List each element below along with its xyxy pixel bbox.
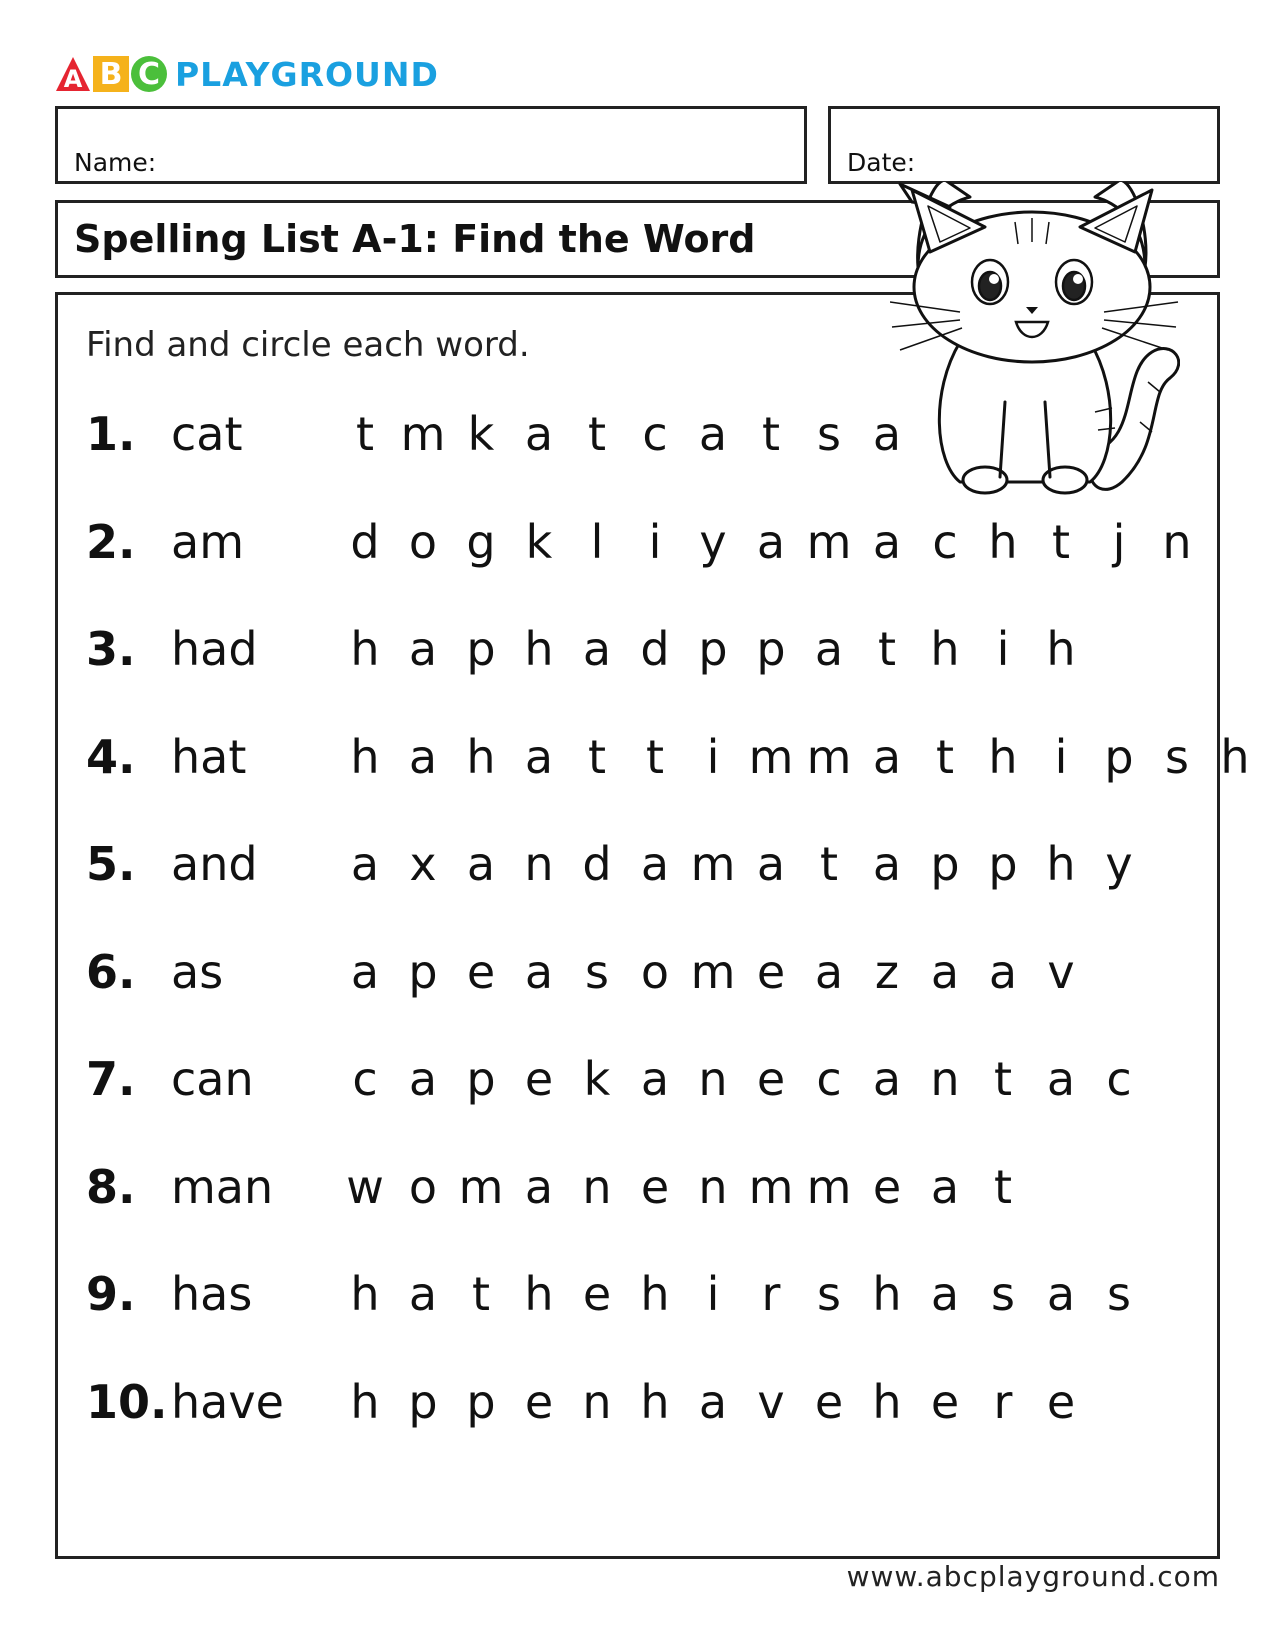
letter-cell[interactable]: t bbox=[761, 407, 781, 461]
letter-cell[interactable]: p bbox=[1104, 729, 1134, 784]
letter-cell[interactable]: e bbox=[814, 1374, 844, 1429]
letter-cell[interactable]: a bbox=[350, 837, 380, 891]
letter-cell[interactable]: y bbox=[1105, 837, 1133, 891]
word-row bbox=[58, 729, 1250, 790]
letter-cell[interactable]: p bbox=[466, 622, 496, 676]
letter-cell[interactable]: t bbox=[587, 729, 607, 784]
row-number: 1. bbox=[86, 407, 136, 461]
letter-cell[interactable]: k bbox=[467, 407, 495, 461]
letter-cell[interactable]: a bbox=[756, 837, 786, 891]
letter-cell[interactable]: c bbox=[642, 407, 668, 461]
letter-cell[interactable]: s bbox=[817, 407, 841, 461]
letter-cell[interactable]: a bbox=[872, 729, 902, 784]
letter-cell[interactable]: n bbox=[524, 837, 554, 891]
letter-cell[interactable]: h bbox=[930, 622, 960, 676]
letter-cell[interactable]: t bbox=[877, 622, 897, 676]
letter-cell[interactable]: k bbox=[525, 514, 553, 569]
target-word: as bbox=[171, 944, 224, 999]
date-field[interactable] bbox=[828, 106, 1220, 184]
target-word: and bbox=[171, 837, 258, 891]
letter-cell[interactable]: p bbox=[466, 1052, 496, 1106]
letter-cell[interactable]: a bbox=[814, 944, 844, 999]
letter-sequence bbox=[343, 1160, 1173, 1220]
letter-cell[interactable]: g bbox=[466, 514, 496, 569]
letter-cell[interactable]: h bbox=[524, 622, 554, 676]
letter-cell[interactable]: z bbox=[874, 944, 900, 999]
letter-cell[interactable]: n bbox=[1162, 514, 1192, 569]
letter-cell[interactable]: i bbox=[1054, 729, 1068, 784]
letter-cell[interactable]: a bbox=[350, 944, 380, 999]
letter-cell[interactable]: n bbox=[698, 1159, 728, 1214]
letter-cell[interactable]: m bbox=[806, 514, 852, 569]
letter-cell[interactable]: e bbox=[524, 1374, 554, 1429]
letter-cell[interactable]: i bbox=[996, 622, 1010, 676]
letter-cell[interactable]: h bbox=[988, 729, 1018, 784]
letter-cell[interactable]: h bbox=[350, 1374, 380, 1429]
letter-cell[interactable]: p bbox=[988, 837, 1018, 891]
letter-cell[interactable]: l bbox=[590, 514, 604, 569]
letter-cell[interactable]: e bbox=[756, 1052, 786, 1106]
letter-cell[interactable]: a bbox=[524, 944, 554, 999]
letter-cell[interactable]: p bbox=[930, 837, 960, 891]
letter-cell[interactable]: h bbox=[640, 1267, 670, 1321]
word-row bbox=[58, 622, 1223, 682]
letter-cell[interactable]: o bbox=[408, 514, 438, 569]
row-number: 7. bbox=[86, 1052, 136, 1106]
row-number: 3. bbox=[86, 622, 136, 676]
letter-cell[interactable]: t bbox=[471, 1267, 491, 1321]
letter-cell[interactable]: v bbox=[757, 1374, 785, 1429]
letter-cell[interactable]: h bbox=[988, 514, 1018, 569]
letter-cell[interactable]: e bbox=[524, 1052, 554, 1106]
letter-cell[interactable]: e bbox=[640, 1159, 670, 1214]
letter-cell[interactable]: c bbox=[816, 1052, 842, 1106]
letter-sequence bbox=[343, 729, 1250, 790]
letter-cell[interactable]: a bbox=[640, 1052, 670, 1106]
letter-cell[interactable]: s bbox=[1165, 729, 1189, 784]
letter-cell[interactable]: a bbox=[872, 407, 902, 461]
letter-cell[interactable]: a bbox=[814, 622, 844, 676]
word-row bbox=[58, 1160, 1223, 1220]
letter-cell[interactable]: d bbox=[350, 514, 380, 569]
letter-cell[interactable]: a bbox=[756, 514, 786, 569]
letter-cell[interactable]: i bbox=[706, 1267, 720, 1321]
logo-letter-b: B bbox=[93, 56, 129, 92]
letter-cell[interactable]: m bbox=[806, 729, 852, 784]
letter-cell[interactable]: m bbox=[806, 1159, 852, 1214]
target-word: had bbox=[171, 622, 258, 676]
footer-url[interactable]: www.abcplayground.com bbox=[846, 1560, 1220, 1593]
letter-cell[interactable]: d bbox=[582, 837, 612, 891]
letter-cell[interactable]: h bbox=[350, 1267, 380, 1321]
letter-sequence bbox=[343, 837, 1173, 897]
letter-cell[interactable]: o bbox=[408, 1159, 438, 1214]
letter-sequence bbox=[343, 622, 1173, 682]
letter-cell[interactable]: a bbox=[872, 837, 902, 891]
letter-cell[interactable]: a bbox=[582, 622, 612, 676]
letter-cell[interactable]: m bbox=[690, 944, 736, 999]
word-row bbox=[58, 837, 1223, 897]
letter-cell[interactable]: k bbox=[583, 1052, 611, 1106]
letter-cell[interactable]: t bbox=[645, 729, 665, 784]
word-row bbox=[58, 515, 1223, 575]
letter-cell[interactable]: n bbox=[582, 1159, 612, 1214]
letter-cell[interactable]: t bbox=[993, 1159, 1013, 1214]
letter-cell[interactable]: a bbox=[1046, 1052, 1076, 1106]
target-word: hat bbox=[171, 729, 247, 784]
letter-sequence bbox=[343, 1267, 1173, 1327]
letter-cell[interactable]: r bbox=[761, 1267, 781, 1321]
letter-cell[interactable]: e bbox=[756, 944, 786, 999]
letter-cell[interactable]: m bbox=[458, 1159, 504, 1214]
letter-sequence bbox=[343, 1375, 1173, 1435]
letter-cell[interactable]: v bbox=[1047, 944, 1075, 999]
letter-cell[interactable]: y bbox=[699, 514, 727, 569]
letter-cell[interactable]: c bbox=[352, 1052, 378, 1106]
letter-cell[interactable]: t bbox=[819, 837, 839, 891]
letter-cell[interactable]: a bbox=[408, 1052, 438, 1106]
letter-cell[interactable]: p bbox=[408, 944, 438, 999]
letter-cell[interactable]: e bbox=[466, 944, 496, 999]
logo-letter-c: C bbox=[131, 56, 167, 92]
letter-cell[interactable]: p bbox=[756, 622, 786, 676]
letter-cell[interactable]: w bbox=[346, 1159, 384, 1214]
letter-cell[interactable]: h bbox=[350, 622, 380, 676]
target-word: am bbox=[171, 514, 244, 569]
abc-playground-logo bbox=[55, 54, 439, 94]
row-number: 9. bbox=[86, 1267, 136, 1321]
letter-cell[interactable]: h bbox=[640, 1374, 670, 1429]
letter-cell[interactable]: a bbox=[930, 1267, 960, 1321]
letter-cell[interactable]: h bbox=[466, 729, 496, 784]
letter-cell[interactable]: i bbox=[648, 514, 662, 569]
letter-cell[interactable]: x bbox=[409, 837, 437, 891]
letter-cell[interactable]: h bbox=[524, 1267, 554, 1321]
letter-cell[interactable]: a bbox=[640, 837, 670, 891]
letter-sequence bbox=[343, 1052, 1173, 1112]
letter-cell[interactable]: t bbox=[355, 407, 375, 461]
letter-cell[interactable]: a bbox=[872, 514, 902, 569]
cat-illustration bbox=[890, 182, 1180, 522]
letter-cell[interactable]: a bbox=[466, 837, 496, 891]
letter-cell[interactable]: m bbox=[748, 729, 794, 784]
worksheet-title: Spelling List A-1: Find the Word bbox=[74, 217, 756, 261]
letter-cell[interactable]: h bbox=[1046, 622, 1076, 676]
letter-sequence bbox=[343, 945, 1173, 1005]
row-number: 6. bbox=[86, 944, 136, 999]
letter-cell[interactable]: s bbox=[991, 1267, 1015, 1321]
name-label: Name: bbox=[74, 148, 157, 177]
letter-cell[interactable]: t bbox=[1051, 514, 1071, 569]
letter-cell[interactable]: h bbox=[1220, 729, 1250, 784]
letter-cell[interactable]: a bbox=[698, 407, 728, 461]
letter-cell[interactable]: s bbox=[1107, 1267, 1131, 1321]
letter-cell[interactable]: s bbox=[817, 1267, 841, 1321]
logo-letter-a: A bbox=[55, 56, 91, 92]
letter-cell[interactable]: h bbox=[872, 1267, 902, 1321]
letter-cell[interactable]: a bbox=[408, 622, 438, 676]
letter-cell[interactable]: a bbox=[930, 944, 960, 999]
letter-cell[interactable]: c bbox=[932, 514, 958, 569]
letter-cell[interactable]: s bbox=[585, 944, 609, 999]
letter-sequence bbox=[343, 514, 1192, 575]
letter-cell[interactable]: a bbox=[930, 1159, 960, 1214]
letter-cell[interactable]: a bbox=[698, 1374, 728, 1429]
letter-cell[interactable]: h bbox=[872, 1374, 902, 1429]
letter-cell[interactable]: a bbox=[524, 407, 554, 461]
target-word: has bbox=[171, 1267, 253, 1321]
letter-cell[interactable]: a bbox=[872, 1052, 902, 1106]
target-word: can bbox=[171, 1052, 254, 1106]
letter-cell[interactable]: a bbox=[408, 729, 438, 784]
letter-cell[interactable]: e bbox=[930, 1374, 960, 1429]
letter-cell[interactable]: n bbox=[698, 1052, 728, 1106]
row-number: 2. bbox=[86, 514, 136, 569]
row-number: 10. bbox=[86, 1374, 168, 1429]
letter-cell[interactable]: a bbox=[408, 1267, 438, 1321]
letter-cell[interactable]: h bbox=[1046, 837, 1076, 891]
letter-cell[interactable]: m bbox=[690, 837, 736, 891]
target-word: cat bbox=[171, 407, 243, 461]
target-word: have bbox=[171, 1374, 284, 1429]
letter-cell[interactable]: m bbox=[748, 1159, 794, 1214]
letter-cell[interactable]: a bbox=[988, 944, 1018, 999]
letter-cell[interactable]: h bbox=[350, 729, 380, 784]
letter-cell[interactable]: p bbox=[466, 1374, 496, 1429]
letter-cell[interactable]: o bbox=[640, 944, 670, 999]
word-row bbox=[58, 945, 1223, 1005]
letter-cell[interactable]: m bbox=[400, 407, 446, 461]
letter-cell[interactable]: e bbox=[582, 1267, 612, 1321]
letter-cell[interactable]: e bbox=[1046, 1374, 1076, 1429]
letter-cell[interactable]: t bbox=[993, 1052, 1013, 1106]
letter-cell[interactable]: t bbox=[935, 729, 955, 784]
letter-cell[interactable]: c bbox=[1106, 1052, 1132, 1106]
letter-cell[interactable]: p bbox=[698, 622, 728, 676]
letter-cell[interactable]: a bbox=[524, 729, 554, 784]
letter-cell[interactable]: e bbox=[872, 1159, 902, 1214]
letter-cell[interactable]: a bbox=[524, 1159, 554, 1214]
letter-cell[interactable]: i bbox=[706, 729, 720, 784]
letter-cell[interactable]: a bbox=[1046, 1267, 1076, 1321]
letter-cell[interactable]: t bbox=[587, 407, 607, 461]
row-number: 5. bbox=[86, 837, 136, 891]
row-number: 8. bbox=[86, 1159, 136, 1214]
letter-cell[interactable]: d bbox=[640, 622, 670, 676]
row-number: 4. bbox=[86, 729, 136, 784]
target-word: man bbox=[171, 1159, 274, 1214]
date-label: Date: bbox=[847, 148, 916, 177]
letter-cell[interactable]: n bbox=[582, 1374, 612, 1429]
letter-cell[interactable]: r bbox=[993, 1374, 1013, 1429]
name-field[interactable] bbox=[55, 106, 807, 184]
word-row bbox=[58, 1267, 1223, 1327]
letter-cell[interactable]: j bbox=[1112, 514, 1126, 569]
word-row bbox=[58, 1052, 1223, 1112]
letter-cell[interactable]: p bbox=[408, 1374, 438, 1429]
word-row bbox=[58, 1375, 1223, 1435]
logo-brand-text: PLAYGROUND bbox=[175, 54, 439, 94]
instruction-text: Find and circle each word. bbox=[86, 325, 530, 365]
letter-cell[interactable]: n bbox=[930, 1052, 960, 1106]
